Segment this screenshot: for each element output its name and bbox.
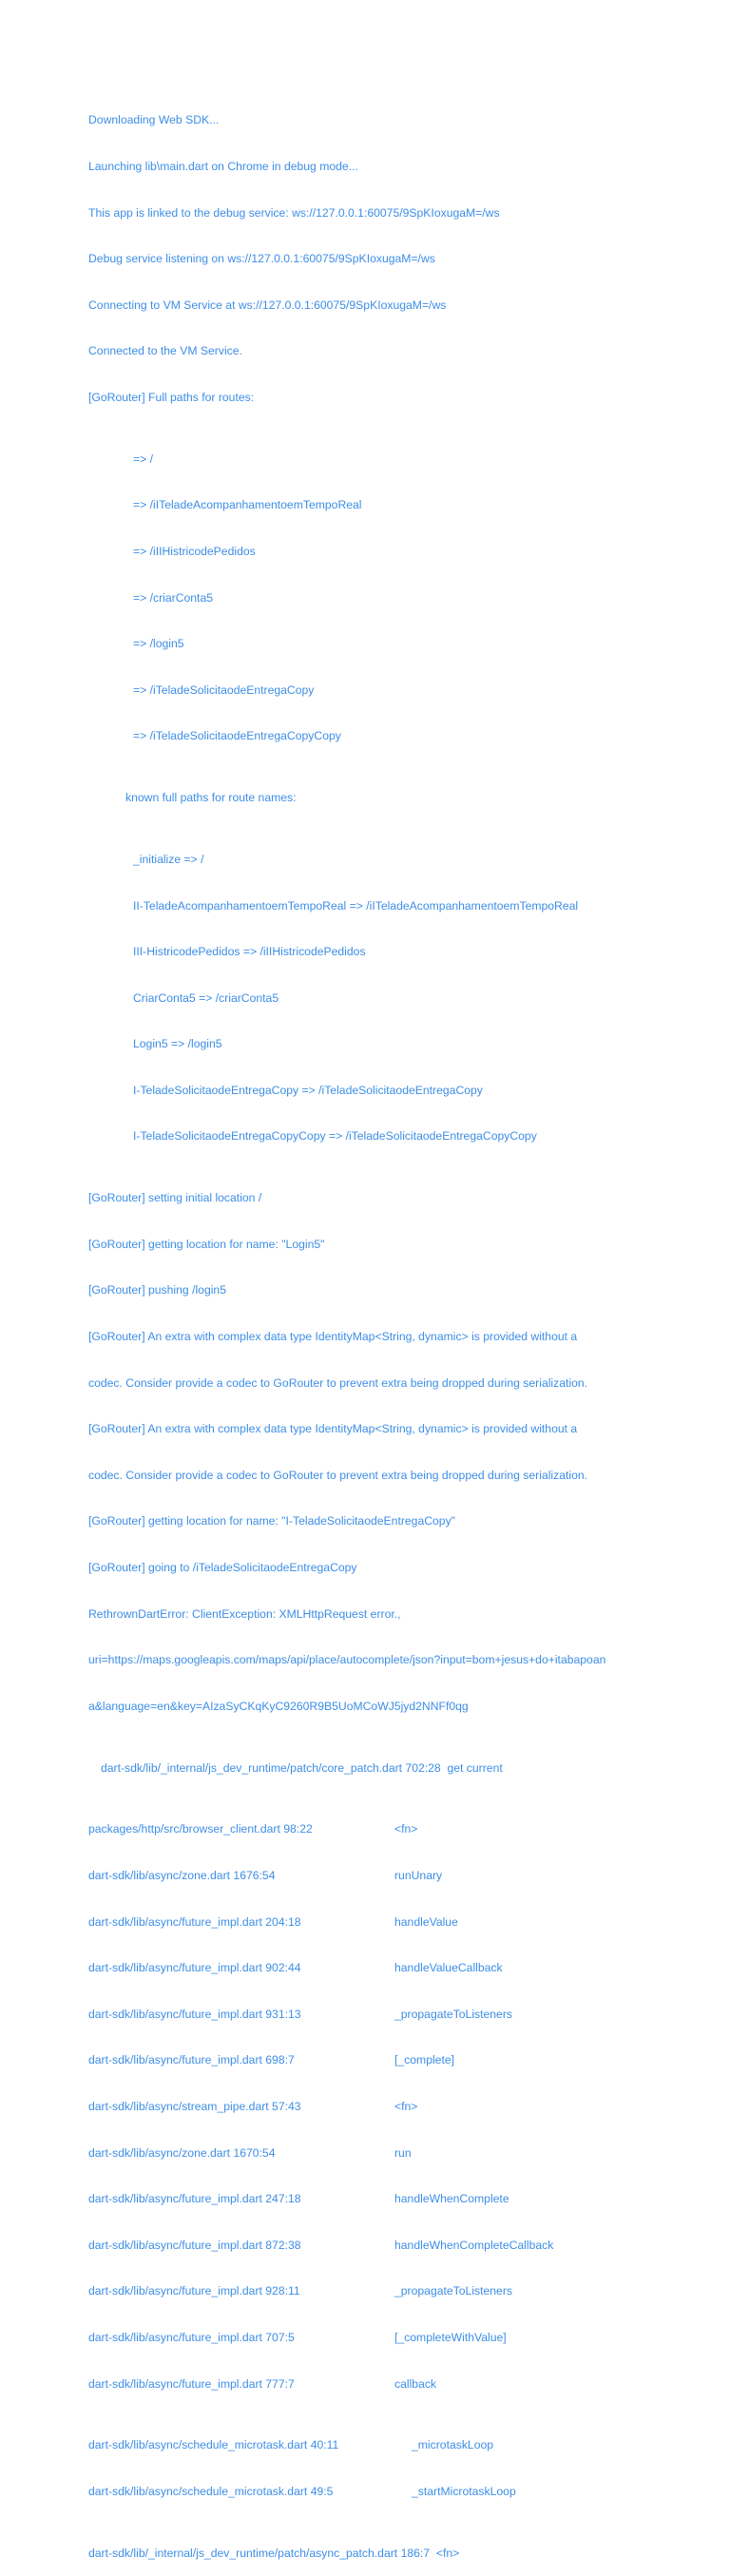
log-line: codec. Consider provide a codec to GoRouter to prevent extra being dropped during serialization.	[88, 1375, 588, 1390]
route-path-line: => /iTeladeSolicitaodeEntregaCopy	[133, 682, 315, 697]
stack-trace-line	[88, 1821, 716, 1836]
stack-function: run	[394, 2145, 412, 2160]
stack-trace-line	[88, 2330, 716, 2345]
route-path-line: => /criarConta5	[133, 590, 214, 605]
stack-function: _propagateToListeners	[394, 2007, 512, 2021]
route-path-line: => /iIIHistricodePedidos	[133, 544, 256, 558]
stack-trace-line: dart-sdk/lib/_internal/js_dev_runtime/patch/core_patch.dart 702:28 get current	[101, 1760, 503, 1775]
log-line: Launching lib\main.dart on Chrome in debug mode...	[88, 160, 358, 173]
route-path-line: => /	[133, 452, 154, 466]
error-uri-line: uri=https://maps.googleapis.com/maps/api/place/autocomplete/json?input=bom+jesus+do+itabapoan	[88, 1653, 606, 1667]
stack-function: runUnary	[394, 1869, 443, 1882]
route-name-line: II-TeladeAcompanhamentoemTempoReal => /iITeladeAcompanhamentoemTempoReal	[133, 898, 579, 913]
known-paths-header: known full paths for route names:	[125, 791, 297, 805]
stack-function: _microtaskLoop	[412, 2438, 494, 2452]
log-line: Connecting to VM Service at ws://127.0.0.1:60075/9SpKIoxugaM=/ws	[88, 298, 447, 312]
stack-trace-line	[88, 2052, 716, 2067]
stack-file: dart-sdk/lib/async/future_impl.dart 698:7	[88, 2053, 295, 2067]
stack-file: dart-sdk/lib/async/future_impl.dart 707:5	[88, 2330, 295, 2344]
log-line: Debug service listening on ws://127.0.0.1:60075/9SpKIoxugaM=/ws	[88, 252, 435, 266]
log-line: [GoRouter] An extra with complex data type IdentityMap<String, dynamic> is provided without a	[88, 1330, 578, 1344]
stack-function: handleValueCallback	[394, 1961, 503, 1975]
log-line: [GoRouter] getting location for name: "Login5"	[88, 1237, 325, 1251]
stack-function: <fn>	[394, 1822, 418, 1836]
stack-trace-line: dart-sdk/lib/_internal/js_dev_runtime/patch/async_patch.dart 186:7 <fn>	[88, 2546, 460, 2560]
route-name-line: I-TeladeSolicitaodeEntregaCopy => /iTeladeSolicitaodeEntregaCopy	[133, 1083, 483, 1097]
route-name-line: I-TeladeSolicitaodeEntregaCopyCopy => /iTeladeSolicitaodeEntregaCopyCopy	[133, 1129, 537, 1144]
route-path-line: => /login5	[133, 637, 184, 651]
route-path-line: => /iITeladeAcompanhamentoemTempoReal	[133, 498, 362, 512]
error-line: RethrownDartError: ClientException: XMLHttpRequest error.,	[88, 1606, 401, 1621]
route-name-line: III-HistricodePedidos => /iIIHistricodePedidos	[133, 945, 366, 959]
route-path-line: => /iTeladeSolicitaodeEntregaCopyCopy	[133, 729, 341, 743]
stack-function: handleValue	[394, 1914, 458, 1929]
stack-file: dart-sdk/lib/async/future_impl.dart 247:18	[88, 2192, 301, 2206]
route-name-line: CriarConta5 => /criarConta5	[133, 990, 279, 1005]
stack-file: dart-sdk/lib/async/future_impl.dart 902:44	[88, 1961, 301, 1975]
stack-trace-line	[88, 2007, 716, 2022]
stack-trace-line	[88, 1960, 716, 1975]
stack-file: dart-sdk/lib/async/stream_pipe.dart 57:43	[88, 2099, 301, 2113]
stack-function: callback	[394, 2376, 437, 2391]
log-line: [GoRouter] Full paths for routes:	[88, 390, 255, 404]
route-name-line: _initialize => /	[133, 852, 204, 866]
log-line: [GoRouter] An extra with complex data type IdentityMap<String, dynamic> is provided without a	[88, 1422, 578, 1436]
stack-trace-line	[88, 2099, 716, 2114]
stack-trace-line	[88, 2145, 716, 2161]
stack-trace-line	[88, 2238, 716, 2253]
stack-function: [_completeWithValue]	[394, 2330, 507, 2344]
stack-function: handleWhenCompleteCallback	[394, 2238, 554, 2252]
stack-function: <fn>	[394, 2099, 418, 2113]
stack-trace-line	[88, 2191, 716, 2206]
log-line: This app is linked to the debug service: ws://127.0.0.1:60075/9SpKIoxugaM=/ws	[88, 205, 500, 220]
stack-file: packages/http/src/browser_client.dart 98:22	[88, 1822, 313, 1836]
error-uri-line: a&language=en&key=AIzaSyCKqKyC9260R9B5UoMCoWJ5jyd2NNFf0qg	[88, 1699, 469, 1713]
stack-trace-line	[88, 2437, 716, 2452]
stack-file: dart-sdk/lib/async/future_impl.dart 931:13	[88, 2007, 301, 2021]
stack-function: handleWhenComplete	[394, 2192, 509, 2206]
log-line: [GoRouter] pushing /login5	[88, 1283, 226, 1298]
stack-trace-line	[88, 2376, 716, 2392]
stack-file: dart-sdk/lib/async/future_impl.dart 928:11	[88, 2284, 300, 2298]
stack-file: dart-sdk/lib/async/future_impl.dart 204:18	[88, 1914, 301, 1929]
stack-file: dart-sdk/lib/async/zone.dart 1670:54	[88, 2145, 276, 2160]
route-name-line: Login5 => /login5	[133, 1037, 222, 1051]
stack-trace-line	[88, 1914, 716, 1930]
stack-file: dart-sdk/lib/async/future_impl.dart 872:38	[88, 2238, 301, 2252]
log-line: Downloading Web SDK...	[88, 113, 220, 127]
stack-file: dart-sdk/lib/async/zone.dart 1676:54	[88, 1869, 276, 1882]
stack-function: _startMicrotaskLoop	[412, 2484, 516, 2498]
stack-file: dart-sdk/lib/async/schedule_microtask.dart 49:5	[88, 2484, 334, 2498]
stack-trace-line	[88, 2484, 716, 2499]
stack-function: _propagateToListeners	[394, 2284, 512, 2298]
log-line: codec. Consider provide a codec to GoRouter to prevent extra being dropped during serialization.	[88, 1468, 588, 1482]
log-line: [GoRouter] getting location for name: "I-TeladeSolicitaodeEntregaCopy"	[88, 1514, 456, 1528]
stack-function: [_complete]	[394, 2053, 455, 2067]
stack-file: dart-sdk/lib/async/future_impl.dart 777:7	[88, 2376, 295, 2391]
stack-trace-line	[88, 1868, 716, 1883]
log-line: Connected to the VM Service.	[88, 344, 242, 358]
log-line: [GoRouter] setting initial location /	[88, 1191, 262, 1205]
stack-file: dart-sdk/lib/async/schedule_microtask.dart 40:11	[88, 2438, 339, 2452]
log-line: [GoRouter] going to /iTeladeSolicitaodeEntregaCopy	[88, 1561, 357, 1575]
stack-trace-line	[88, 2283, 716, 2298]
debug-console-log	[88, 82, 716, 2576]
